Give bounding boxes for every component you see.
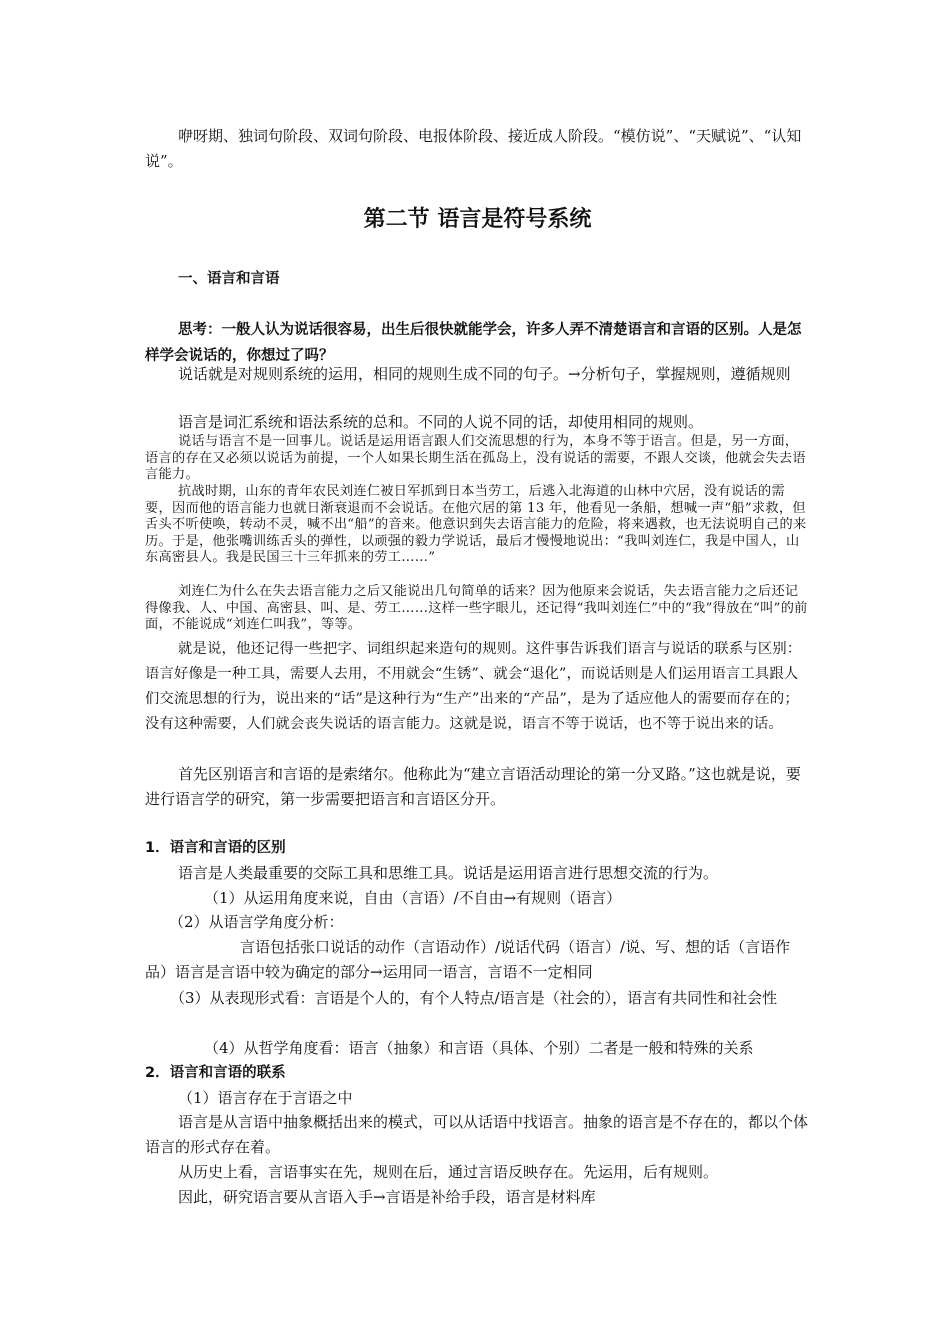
heading-difference: 1．语言和言语的区别 [145, 840, 286, 856]
point-usage: （1）从运用角度来说，自由（言语）/不自由→有规则（语言） [204, 889, 622, 907]
intro-paragraph: 咿呀期、独词句阶段、双词句阶段、电报体阶段、接近成人阶段。“模仿说”、“天赋说”、“认知说”。 [145, 127, 802, 170]
saussure-paragraph: 首先区别语言和言语的是索绪尔。他称此为“建立言语活动理论的第一分叉路。”这也就是说，要进行语言学的研究，第一步需要把语言和言语区分开。 [145, 765, 801, 808]
think-question: 思考：一般人认为说话很容易，出生后很快就能学会，许多人弄不清楚语言和言语的区别。人是怎样学会说话的，你想过了吗？ [145, 322, 802, 364]
tool-paragraph-2: 语言是人类最重要的交际工具和思维工具。说话是运用语言进行思想交流的行为。 [178, 864, 719, 882]
question-paragraph: 刘连仁为什么在失去语言能力之后又能说出几句简单的话来？因为他原来会说话，失去语言能力之后还记得像我、人、中国、高密县、叫、是、劳工……这样一些字眼儿，还记得“我叫刘连仁”中的“我”得放在“叫”的前面，不能说成“刘连仁叫我”，等等。 [145, 584, 808, 632]
point-exist: （1）语言存在于言语之中 [178, 1089, 353, 1107]
heading-connection: 2．语言和言语的联系 [145, 1065, 286, 1081]
section-title: 第二节 语言是符号系统 [363, 207, 592, 232]
heading-language-and-speech: 一、语言和言语 [178, 271, 280, 287]
point-philosophy: （4）从哲学角度看：语言（抽象）和言语（具体、个别）二者是一般和特殊的关系 [204, 1039, 754, 1057]
history-paragraph: 从历史上看，言语事实在先，规则在后，通过言语反映存在。先运用，后有规则。 [178, 1163, 719, 1181]
story-paragraph: 抗战时期，山东的青年农民刘连仁被日军抓到日本当劳工，后逃入北海道的山林中穴居，没有说话的需要，因而他的语言能力也就日渐衰退而不会说话。在他穴居的第 13 年，他看见一条船，想喊一声“船”求救，但舌头不听使唤，转动不灵，喊不出“船”的音来。他意识到失去语言能力的危险，将来遇救，也无法说明自己的来历。于是，他张嘴训练舌头的弹性，以顽强的毅力学说话，最后才慢慢地说出：“我叫刘连仁，我是中国人，山东高密县人。我是民国三十三年抓来的劳工……” [145, 484, 807, 565]
study-paragraph: 因此，研究语言要从言语入手→言语是补给手段，语言是材料库 [178, 1188, 596, 1206]
point-form: （3）从表现形式看：言语是个人的，有个人特点/语言是（社会的），语言有共同性和社会性 [170, 989, 778, 1007]
point-linguistics: （2）从语言学角度分析： [169, 913, 344, 931]
speech-paragraph: 言语包括张口说话的动作（言语动作）/说话代码（语言）/说、写、想的话（言语作品）语言是言语中较为确定的部分→运用同一语言，言语不一定相同 [145, 938, 791, 981]
rules-paragraph: 说话就是对规则系统的运用，相同的规则生成不同的句子。→分析句子，掌握规则，遵循规则 [178, 365, 791, 383]
tool-paragraph: 就是说，他还记得一些把字、词组织起来造句的规则。这件事告诉我们语言与说话的联系与区别：语言好像是一种工具，需要人去用，不用就会“生锈”、就会“退化”，而说话则是人们运用语言工具跟人们交流思想的行为，说出来的“话”是这种行为“生产”出来的“产品”，是为了适应他人的需要而存在的；没有这种需要，人们就会丧失说话的语言能力。这就是说，语言不等于说话，也不等于说出来的话。 [145, 641, 802, 732]
abstract-paragraph: 语言是从言语中抽象概括出来的模式，可以从话语中找语言。抽象的语言是不存在的，都以个体语言的形式存在着。 [145, 1113, 809, 1156]
sum-paragraph: 语言是词汇系统和语法系统的总和。不同的人说不同的话，却使用相同的规则。 [178, 413, 704, 431]
difference-paragraph: 说话与语言不是一回事儿。说话是运用语言跟人们交流思想的行为，本身不等于语言。但是，另一方面，语言的存在又必须以说话为前提，一个人如果长期生活在孤岛上，没有说话的需要，不跟人交谈，他就会失去语言能力。 [145, 434, 806, 482]
